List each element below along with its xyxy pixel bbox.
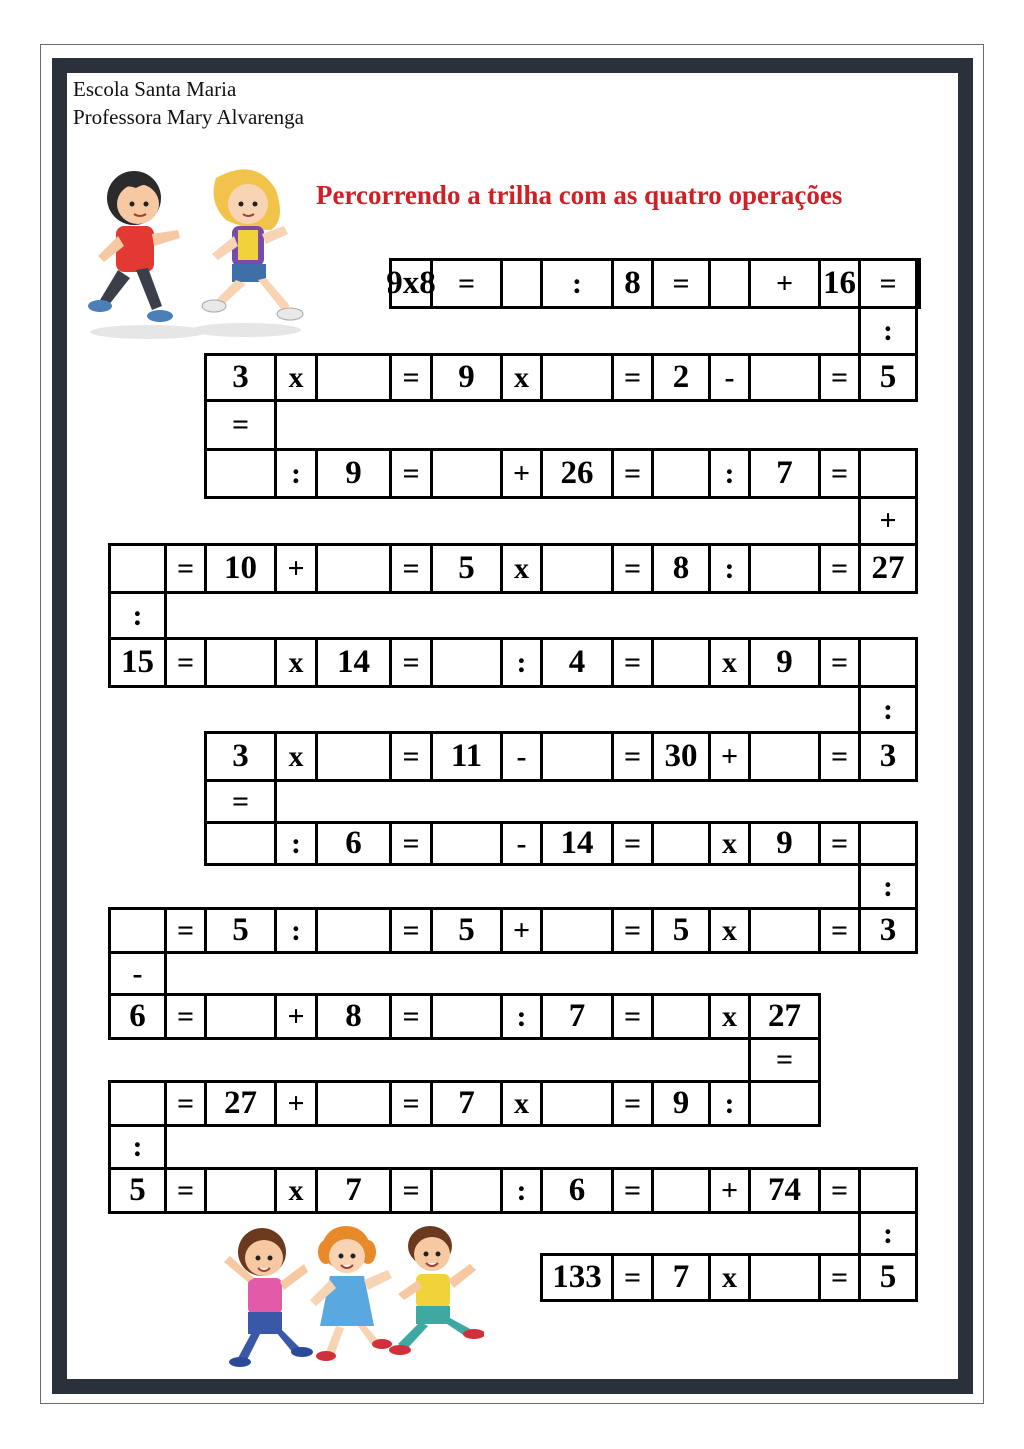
operator-cell: + — [858, 496, 918, 546]
operator-cell: = — [389, 731, 433, 782]
operator-cell: = — [818, 1167, 861, 1214]
operator-cell: : — [858, 306, 918, 356]
number-cell: 9 — [430, 353, 503, 402]
number-cell: 10 — [204, 543, 277, 594]
operator-cell: x — [708, 993, 751, 1040]
answer-box[interactable] — [204, 448, 277, 499]
number-cell: 5 — [108, 1167, 167, 1214]
number-cell: 6 — [315, 821, 392, 866]
operator-cell: = — [164, 1080, 207, 1127]
number-cell: 11 — [430, 731, 503, 782]
number-cell: 7 — [748, 448, 821, 499]
number-cell: 9 — [748, 821, 821, 866]
operator-cell: x — [274, 353, 318, 402]
answer-box[interactable] — [858, 1167, 918, 1214]
operator-cell: : — [274, 907, 318, 954]
operator-cell: = — [651, 258, 711, 309]
number-cell: 5 — [858, 353, 918, 402]
answer-box[interactable] — [315, 907, 392, 954]
number-cell: 14 — [315, 637, 392, 688]
number-cell: 9 — [315, 448, 392, 499]
number-cell: 5 — [430, 543, 503, 594]
answer-box[interactable] — [540, 353, 614, 402]
answer-box[interactable] — [858, 637, 918, 688]
answer-box[interactable] — [315, 353, 392, 402]
operator-cell: x — [274, 1167, 318, 1214]
number-cell: 8 — [651, 543, 711, 594]
operator-cell: x — [500, 1080, 543, 1127]
operator-cell: = — [389, 448, 433, 499]
operator-cell: = — [164, 637, 207, 688]
operator-cell: = — [611, 637, 654, 688]
answer-box[interactable] — [430, 821, 503, 866]
answer-box[interactable] — [204, 993, 277, 1040]
operator-cell: = — [164, 1167, 207, 1214]
operator-cell: = — [611, 907, 654, 954]
number-cell: 3 — [858, 731, 918, 782]
answer-box[interactable] — [651, 637, 711, 688]
operator-cell: = — [858, 258, 918, 309]
number-cell: 26 — [540, 448, 614, 499]
operator-cell: = — [611, 1167, 654, 1214]
operator-cell: = — [389, 637, 433, 688]
number-cell: 2 — [651, 353, 711, 402]
operator-cell: : — [500, 1167, 543, 1214]
operator-cell: = — [164, 993, 207, 1040]
operator-cell: x — [708, 637, 751, 688]
operator-cell: = — [389, 1080, 433, 1127]
number-cell: 8 — [611, 258, 654, 309]
operator-cell: = — [204, 779, 277, 824]
answer-box[interactable] — [748, 353, 821, 402]
answer-box[interactable] — [651, 821, 711, 866]
answer-box[interactable] — [204, 637, 277, 688]
number-cell: 9 — [651, 1080, 711, 1127]
operator-cell: = — [818, 907, 861, 954]
operator-cell: + — [274, 993, 318, 1040]
answer-box[interactable] — [315, 543, 392, 594]
operator-cell: = — [389, 543, 433, 594]
answer-box[interactable] — [748, 1253, 821, 1302]
answer-box[interactable] — [540, 907, 614, 954]
operator-cell: : — [274, 821, 318, 866]
operator-cell: = — [818, 543, 861, 594]
operator-cell: = — [611, 731, 654, 782]
teacher-name: Professora Mary Alvarenga — [73, 105, 304, 129]
number-cell: 3 — [204, 731, 277, 782]
answer-box[interactable] — [748, 1080, 821, 1127]
answer-box[interactable] — [204, 821, 277, 866]
school-name: Escola Santa Maria — [73, 77, 237, 101]
answer-box[interactable] — [108, 1080, 167, 1127]
operator-cell: = — [611, 448, 654, 499]
answer-box[interactable] — [748, 731, 821, 782]
answer-box[interactable] — [430, 637, 503, 688]
operator-cell: : — [108, 1124, 167, 1170]
number-cell: 8 — [315, 993, 392, 1040]
answer-box[interactable] — [500, 258, 543, 309]
number-cell: 5 — [651, 907, 711, 954]
operator-cell: : — [500, 637, 543, 688]
number-cell: 3 — [204, 353, 277, 402]
operator-cell: + — [274, 543, 318, 594]
operator-cell: = — [389, 907, 433, 954]
number-cell: 6 — [108, 993, 167, 1040]
answer-box[interactable] — [540, 1080, 614, 1127]
answer-box[interactable] — [430, 1167, 503, 1214]
number-cell: 6 — [540, 1167, 614, 1214]
operator-cell: = — [818, 637, 861, 688]
answer-box[interactable] — [748, 907, 821, 954]
answer-box[interactable] — [315, 1080, 392, 1127]
operator-cell: = — [818, 1253, 861, 1302]
answer-box[interactable] — [540, 543, 614, 594]
operator-cell: : — [108, 591, 167, 640]
number-cell: 4 — [540, 637, 614, 688]
operator-cell: = — [389, 353, 433, 402]
operator-cell: : — [540, 258, 614, 309]
operator-cell: - — [500, 731, 543, 782]
operator-cell: : — [274, 448, 318, 499]
answer-box[interactable] — [108, 907, 167, 954]
operator-cell: x — [500, 543, 543, 594]
number-cell: 9 — [748, 637, 821, 688]
answer-box[interactable] — [708, 258, 751, 309]
operator-cell: = — [611, 821, 654, 866]
operator-cell: : — [708, 448, 751, 499]
number-cell: 5 — [204, 907, 277, 954]
answer-box[interactable] — [858, 448, 918, 499]
operator-cell: : — [858, 685, 918, 734]
operator-cell: = — [748, 1037, 821, 1083]
operator-cell: = — [389, 1167, 433, 1214]
operator-cell: = — [611, 543, 654, 594]
number-cell: 9x8 — [389, 258, 433, 309]
number-cell: 7 — [651, 1253, 711, 1302]
number-cell: 14 — [540, 821, 614, 866]
answer-box[interactable] — [430, 993, 503, 1040]
number-cell: 5 — [430, 907, 503, 954]
operator-cell: x — [708, 821, 751, 866]
answer-box[interactable] — [651, 993, 711, 1040]
operator-cell: + — [708, 1167, 751, 1214]
operator-cell: + — [748, 258, 821, 309]
operator-cell: = — [611, 993, 654, 1040]
operator-cell: : — [708, 1080, 751, 1127]
answer-box[interactable] — [430, 448, 503, 499]
answer-box[interactable] — [315, 731, 392, 782]
number-cell: 74 — [748, 1167, 821, 1214]
operator-cell: = — [164, 543, 207, 594]
worksheet-title: Percorrendo a trilha com as quatro operações — [316, 180, 843, 210]
operator-cell: : — [858, 1211, 918, 1256]
operator-cell: : — [500, 993, 543, 1040]
number-cell: 15 — [108, 637, 167, 688]
operator-cell: - — [708, 353, 751, 402]
operator-cell: = — [611, 1253, 654, 1302]
number-cell: 30 — [651, 731, 711, 782]
operator-cell: + — [500, 907, 543, 954]
answer-box[interactable] — [858, 821, 918, 866]
number-cell: 16 — [818, 258, 861, 309]
operator-cell: x — [708, 907, 751, 954]
operator-cell: = — [611, 353, 654, 402]
operator-cell: = — [611, 1080, 654, 1127]
operator-cell: = — [818, 353, 861, 402]
number-cell: 133 — [540, 1253, 614, 1302]
number-cell: 7 — [430, 1080, 503, 1127]
operator-cell: - — [500, 821, 543, 866]
operator-cell: : — [858, 863, 918, 910]
operator-cell: x — [274, 731, 318, 782]
number-cell: 27 — [748, 993, 821, 1040]
operator-cell: : — [708, 543, 751, 594]
number-cell: 7 — [315, 1167, 392, 1214]
answer-box[interactable] — [540, 731, 614, 782]
operator-cell: x — [500, 353, 543, 402]
number-cell: 5 — [858, 1253, 918, 1302]
operator-cell: - — [108, 951, 167, 996]
answer-box[interactable] — [108, 543, 167, 594]
number-cell: 27 — [204, 1080, 277, 1127]
operator-cell: + — [274, 1080, 318, 1127]
operator-cell: = — [818, 821, 861, 866]
operator-cell: = — [164, 907, 207, 954]
answer-box[interactable] — [204, 1167, 277, 1214]
answer-box[interactable] — [915, 258, 921, 309]
operator-cell: x — [274, 637, 318, 688]
operator-cell: = — [389, 993, 433, 1040]
number-cell: 3 — [858, 907, 918, 954]
operator-cell: + — [708, 731, 751, 782]
answer-box[interactable] — [748, 543, 821, 594]
number-cell: 7 — [540, 993, 614, 1040]
answer-box[interactable] — [651, 448, 711, 499]
operator-cell: = — [204, 399, 277, 451]
operator-cell: = — [389, 821, 433, 866]
operator-cell: = — [430, 258, 503, 309]
operator-cell: = — [818, 731, 861, 782]
number-cell: 27 — [858, 543, 918, 594]
answer-box[interactable] — [651, 1167, 711, 1214]
operator-cell: x — [708, 1253, 751, 1302]
operator-cell: = — [818, 448, 861, 499]
operator-cell: + — [500, 448, 543, 499]
